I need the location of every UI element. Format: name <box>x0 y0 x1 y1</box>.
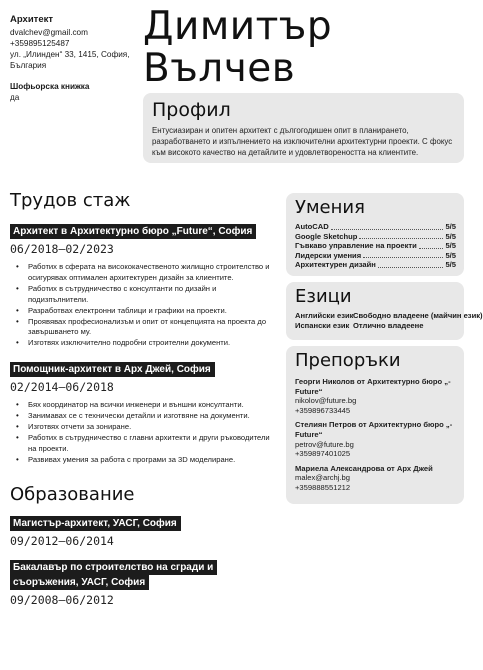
education-heading-line2: съоръжения, УАСГ, София <box>13 577 146 588</box>
skills-title: Умения <box>295 197 365 218</box>
language-name: Английски език <box>295 311 354 320</box>
skill-level: 5/5 <box>445 231 456 241</box>
references-section <box>286 346 464 504</box>
skill-level: 5/5 <box>445 250 456 260</box>
dotted-leader <box>359 232 443 240</box>
skill-row <box>295 251 456 261</box>
job-dates: 02/2014—06/2018 <box>10 380 114 394</box>
skill-name: Google Sketchup <box>295 231 358 241</box>
reference-item <box>295 377 456 415</box>
contact-phone[interactable]: +359895125487 <box>10 39 70 48</box>
skill-name: Архитектурен дизайн <box>295 260 376 270</box>
language-row <box>295 311 483 321</box>
contact-email[interactable]: dvalchev@gmail.com <box>10 28 88 37</box>
reference-email[interactable]: nikolov@future.bg <box>295 396 357 406</box>
language-level: Отлично владеене <box>353 320 424 330</box>
skill-row <box>295 260 456 270</box>
reference-item <box>295 420 456 458</box>
reference-email[interactable]: malex@archj.bg <box>295 473 350 483</box>
languages-section <box>286 282 483 340</box>
job-heading: Архитект в Архитектурно бюро „Future“, София <box>10 224 256 239</box>
reference-name: Стелиян Петров от Архитектурно бюро „-Future“ <box>295 420 453 439</box>
education-dates: 09/2012—06/2014 <box>10 534 114 548</box>
job-title: Архитект <box>10 14 54 25</box>
reference-item <box>295 464 456 493</box>
reference-phone[interactable]: +359896733445 <box>295 405 351 415</box>
languages-title: Езици <box>295 286 352 307</box>
references-title: Препоръки <box>295 350 401 371</box>
dotted-leader <box>363 251 443 259</box>
profile-section <box>143 93 464 163</box>
skill-row <box>295 222 456 232</box>
education-dates: 09/2008—06/2012 <box>10 593 114 607</box>
person-name <box>143 6 332 90</box>
education-heading-line1: Бакалавър по строителство на сгради и <box>13 562 214 573</box>
duty-item: • Разработвах електронни таблици и графики на проекти. <box>26 306 276 317</box>
education-heading: Магистър-архитект, УАСГ, София <box>10 516 181 531</box>
language-row <box>295 321 456 331</box>
skill-name: Гъвкаво управление на проекти <box>295 241 417 251</box>
profile-text: Ентусиазиран и опитен архитект с дългогодишен опит в планирането, разработването и изпълнението на изключителни архитектурни проекти. С фокус към високото качество на детайлите и удовлетвореността на клиентите. <box>152 126 453 157</box>
job-duties <box>26 400 276 465</box>
contact-address-line1: ул. „Илинден“ 33, 1415, София, <box>10 50 130 59</box>
experience-title: Трудов стаж <box>10 190 131 211</box>
skill-row <box>295 232 456 242</box>
duty-item: • Проявявах професионализъм и опит от концепцията на проекта до завършването му. <box>26 317 276 339</box>
skill-level: 5/5 <box>445 260 456 270</box>
skills-section <box>286 193 464 276</box>
first-name: Димитър <box>143 4 333 49</box>
job-duties <box>26 262 276 349</box>
duty-item: • Занимавах се с технически детайли и изготвяне на документи. <box>26 411 276 422</box>
duty-item: • Бях координатор на всички инженери и външни консултанти. <box>26 400 276 411</box>
duty-item: • Работих в сферата на висококачественото жилищно строителство и осигурявах оптимален архитектурен дизайн за клиентите. <box>26 262 276 284</box>
license-title: Шофьорска книжка <box>10 82 90 91</box>
skill-level: 5/5 <box>445 241 456 251</box>
contact-address-line2: България <box>10 61 47 70</box>
duty-item: • Работих в сътрудничество с главни архитекти и други ръководители на проекти. <box>26 433 276 455</box>
duty-item: • Развивах умения за работа с програми за 3D моделиране. <box>26 455 276 466</box>
dotted-leader <box>378 260 444 268</box>
license-value: да <box>10 93 20 102</box>
education-title: Образование <box>10 484 135 505</box>
duty-item: • Изготвях изключително подробни строителни документи. <box>26 338 276 349</box>
skill-row <box>295 241 456 251</box>
duty-item: • Работих в сътрудничество с консултанти по дизайн и подизпълнители. <box>26 284 276 306</box>
skill-level: 5/5 <box>445 222 456 231</box>
reference-name: Мариела Александрова от Арх Джей <box>295 463 433 473</box>
job-dates: 06/2018—02/2023 <box>10 242 114 256</box>
skill-name: Лидерски умения <box>295 250 362 260</box>
education-heading <box>10 560 217 575</box>
reference-phone[interactable]: +359897401025 <box>295 449 351 459</box>
education-heading-cont <box>10 575 149 590</box>
last-name: Вълчев <box>143 46 296 91</box>
language-level: Свободно владеене (майчин език) <box>353 311 483 320</box>
dotted-leader <box>331 222 444 230</box>
duty-item: • Изготвях отчети за зониране. <box>26 422 276 433</box>
language-name: Испански език <box>295 320 350 330</box>
skill-name: AutoCAD <box>295 222 329 231</box>
reference-name: Георги Николов от Архитектурно бюро „-Future“ <box>295 377 451 396</box>
job-heading: Помощник-архитект в Арх Джей, София <box>10 362 215 377</box>
reference-phone[interactable]: +359888551212 <box>295 482 351 492</box>
contact-block <box>10 14 140 103</box>
profile-title: Профил <box>152 99 231 121</box>
reference-email[interactable]: petrov@future.bg <box>295 439 354 449</box>
dotted-leader <box>419 241 444 249</box>
